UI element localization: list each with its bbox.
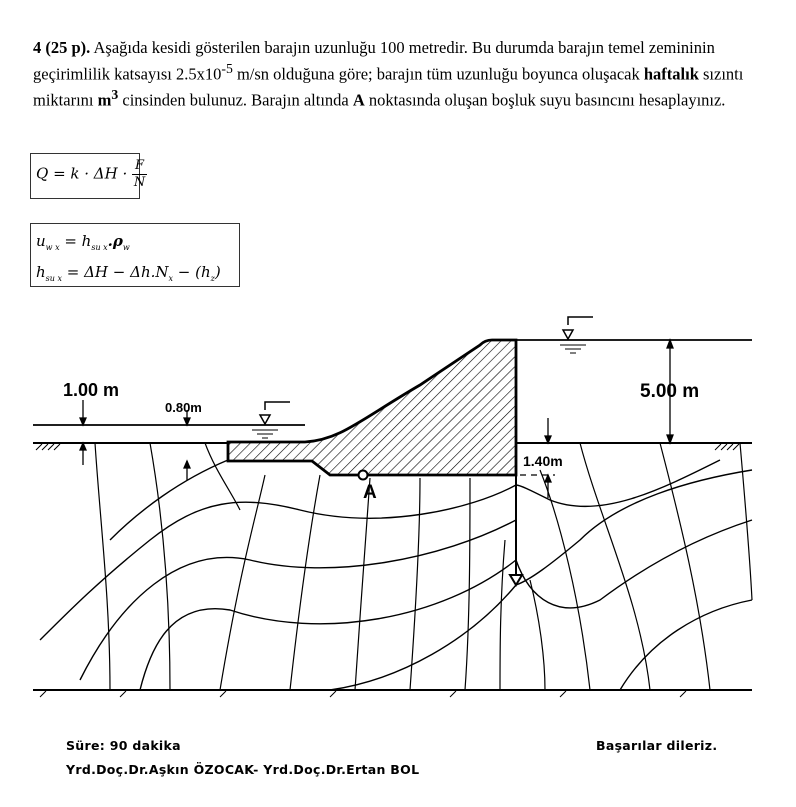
t: z xyxy=(210,274,215,283)
t: x xyxy=(168,274,174,283)
q-text: noktasında oluşan boşluk suyu basıncını hesaplayınız. xyxy=(364,90,726,109)
t: h xyxy=(36,263,46,281)
t: su x xyxy=(45,274,62,283)
formula-q: Q = k · ΔH · xyxy=(36,164,128,183)
q-text: m/sn olduğuna göre; barajın tüm uzunluğu boyunca oluşacak xyxy=(232,64,644,83)
dimension-headwater: 5.00 m xyxy=(640,381,700,402)
q-text: Aşağıda kesidi gösterilen barajın uzunluğu 100 metredir. Bu durumda barajın temel zemininin geçirimlilik katsayısı 2.5x10 xyxy=(33,38,715,83)
ground-hatch xyxy=(36,444,739,697)
dam-body xyxy=(228,340,516,475)
t: w x xyxy=(45,243,60,252)
t: .ρ xyxy=(107,232,123,250)
t: − (h xyxy=(173,263,211,281)
q-text: sızıntı miktarını xyxy=(33,64,744,109)
t: su x xyxy=(91,243,108,252)
point-a-marker xyxy=(359,471,368,480)
equipotential-lines xyxy=(95,443,752,690)
sheet-pile xyxy=(510,475,522,585)
numerator: F xyxy=(132,158,147,175)
q-text: cinsinden bulunuz. Barajın altında xyxy=(118,90,353,109)
t: w xyxy=(122,243,130,252)
t: = h xyxy=(59,232,92,250)
authors: Yrd.Doç.Dr.Aşkın ÖZOCAK- Yrd.Doç.Dr.Ertan BOL xyxy=(66,762,420,777)
good-luck-text: Başarılar dileriz. xyxy=(596,738,718,753)
dimension-left: 1.00 m xyxy=(63,380,120,400)
dimension-tailwater: 0.80m xyxy=(165,400,202,415)
denominator: N xyxy=(133,175,146,190)
q-bold: m xyxy=(97,90,112,109)
question-number: 4 (25 p). xyxy=(33,38,91,57)
t: ) xyxy=(214,263,221,281)
q-bold: haftalık xyxy=(643,64,699,83)
q-exp: -5 xyxy=(221,60,233,76)
t: = ΔH − Δh.N xyxy=(61,263,169,281)
dimension-sheet-pile: 1.40m xyxy=(523,453,563,469)
point-a-label: A xyxy=(363,482,377,503)
t: u xyxy=(36,232,46,250)
q-bold: A xyxy=(352,90,365,109)
q-exp: 3 xyxy=(111,86,119,102)
exam-duration: Süre: 90 dakika xyxy=(66,738,181,753)
